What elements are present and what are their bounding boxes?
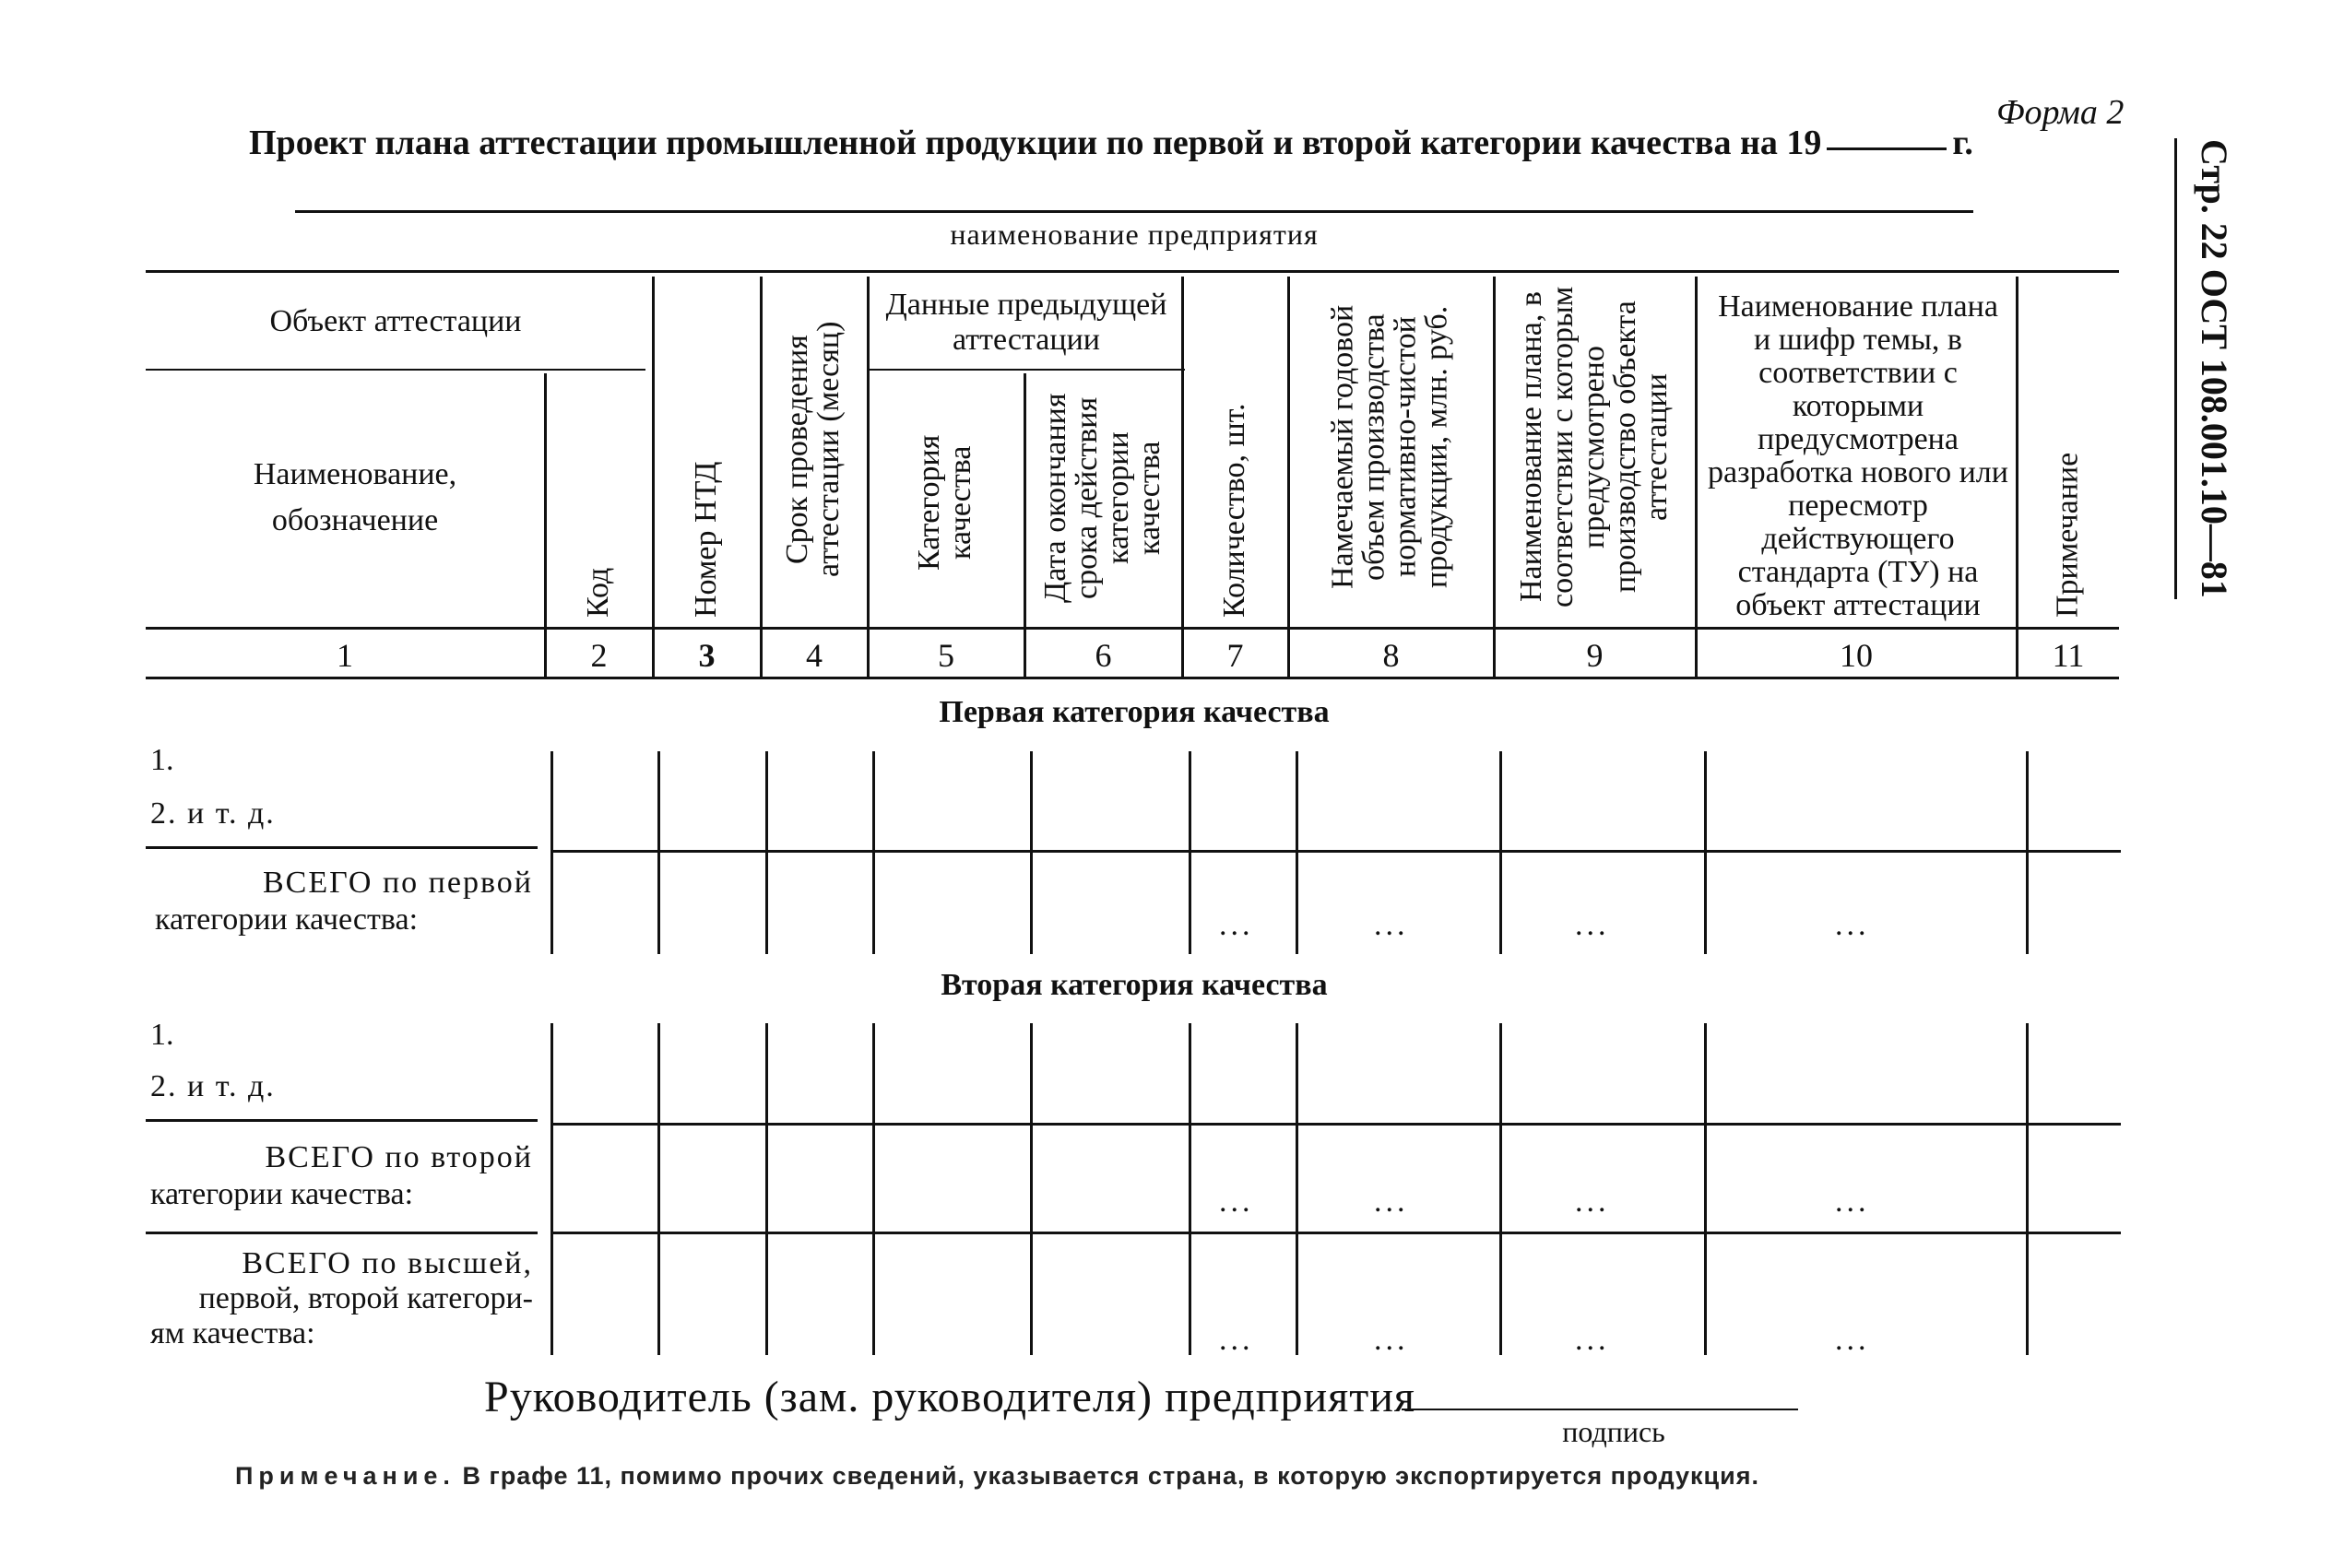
ellipsis-mark: ... [1835,1185,1870,1219]
body-column-line [550,1023,553,1355]
header-divider [544,373,547,678]
header-divider [652,277,655,678]
signature-caption: подпись [1562,1415,1665,1448]
total-second-label [146,1139,533,1213]
note-header: Примечание [2050,452,2085,618]
total-first-label [146,865,533,938]
col-number: 4 [806,637,823,674]
enterprise-line [295,210,1973,213]
body-column-line [657,751,660,954]
ellipsis-mark: ... [1219,908,1254,942]
row-separator [146,1119,538,1122]
row-item-2: 2. и т. д. [150,1069,276,1103]
section-second-title: Вторая категория качества [941,968,1328,1002]
body-column-line [765,1023,768,1355]
col-number: 9 [1586,637,1604,674]
signature-line [1402,1409,1798,1410]
ellipsis-mark: ... [1575,1323,1610,1357]
body-column-line [872,751,875,954]
total-all-label [146,1246,533,1351]
volume-header: Намечаемый годовой объем производства нормативно-чистой продукции, млн. руб. [1325,304,1454,590]
ellipsis-mark: ... [1219,1323,1254,1357]
col-number: 1 [337,637,353,674]
title-text: Проект плана аттестации промышленной продукции по первой и второй категории качества на 19 [249,124,1822,162]
table-top-line [146,270,2119,273]
header-divider [1181,277,1184,678]
total-all-line2: первой, второй категори- [198,1281,533,1315]
numbers-bottom-line [146,677,2119,679]
term-header: Срок проведения аттестации (месяц) [780,321,846,578]
plan-name-header: Наименование плана, в соответствии с которым предусмотрено производство объекта аттестации [1514,286,1674,608]
header-divider [1695,277,1698,678]
ellipsis-mark: ... [1374,1323,1409,1357]
header-divider [867,277,870,678]
total-first-line1: ВСЕГО по первой [263,866,533,900]
body-column-line [657,1023,660,1355]
object-group-line [146,369,645,371]
body-column-line [1030,751,1033,954]
body-column-line [1296,1023,1298,1355]
end-date-header: Дата окончания срока действия категории качества [1038,393,1166,603]
ellipsis-mark: ... [1575,1185,1610,1219]
header-divider [1287,277,1290,678]
form-label: Форма 2 [1996,93,2125,132]
col-number: 3 [698,637,716,674]
col-number: 7 [1226,637,1244,674]
ellipsis-mark: ... [1835,1323,1870,1357]
total-all-line3: ям качества: [150,1316,315,1350]
total-first-line2: категории качества: [155,902,419,937]
body-column-line [1499,1023,1502,1355]
total-second-line1: ВСЕГО по второй [265,1140,533,1174]
page-title [249,123,1973,163]
body-column-line [2026,751,2029,954]
body-column-line [550,751,553,954]
signature-label: Руководитель (зам. руководителя) предприятия [484,1373,1415,1421]
body-column-line [1189,1023,1191,1355]
prev-group-header: Данные предыдущей аттестации [885,288,1167,357]
ellipsis-mark: ... [1374,908,1409,942]
header-divider [1024,373,1026,678]
ellipsis-mark: ... [1575,908,1610,942]
body-column-line [1296,751,1298,954]
col-number: 2 [590,637,608,674]
ellipsis-mark: ... [1374,1185,1409,1219]
body-column-line [1704,1023,1707,1355]
footnote-text: В графе 11, помимо прочих сведений, указывается страна, в которую экспортируется продукция. [462,1462,1759,1490]
plan-theme-header: Наименование плана и шифр темы, в соответствии с которыми предусмотрена разработка нового или пересмотр действующего стандарта (ТУ) на объект аттестации [1708,289,2008,622]
ntd-header: Номер НТД [689,461,723,618]
row-separator [553,1123,2121,1126]
header-bottom-line [146,627,2119,630]
body-column-line [872,1023,875,1355]
prev-group-line [870,369,1185,371]
body-column-line [1704,751,1707,954]
col-number: 11 [2052,637,2085,674]
year-blank [1827,147,1947,150]
ellipsis-mark: ... [1835,908,1870,942]
object-group-header: Объект аттестации [269,304,522,338]
ellipsis-mark: ... [1219,1185,1254,1219]
header-divider [2016,277,2018,678]
col-number: 8 [1382,637,1400,674]
enterprise-caption: наименование предприятия [950,218,1319,251]
footnote [235,1462,1759,1491]
row-separator [146,846,538,849]
body-column-line [1030,1023,1033,1355]
col-number: 5 [938,637,954,674]
side-label: Стр. 22 ОСТ 108.001.10—81 [2174,138,2242,599]
col-number: 6 [1095,637,1112,674]
body-column-line [2026,1023,2029,1355]
name-header: Наименование, обозначение [253,457,457,537]
code-header: Код [581,567,615,618]
row-separator [146,1232,538,1234]
header-divider [1493,277,1496,678]
col-number: 10 [1840,637,1873,674]
footnote-label: Примечание. [235,1462,456,1490]
total-second-line2: категории качества: [150,1177,414,1211]
section-first-title: Первая категория качества [939,695,1330,729]
title-suffix: г. [1952,124,1973,162]
category-header: Категория качества [912,434,977,571]
row-item-1: 1. [150,1018,174,1052]
header-divider [760,277,763,678]
body-column-line [765,751,768,954]
body-column-line [1499,751,1502,954]
body-column-line [1189,751,1191,954]
row-separator [553,1232,2121,1234]
row-separator [553,850,2121,853]
total-all-line1: ВСЕГО по высшей, [242,1246,533,1280]
quantity-header: Количество, шт. [1217,403,1251,618]
row-item-2: 2. и т. д. [150,796,276,831]
row-item-1: 1. [150,743,174,777]
